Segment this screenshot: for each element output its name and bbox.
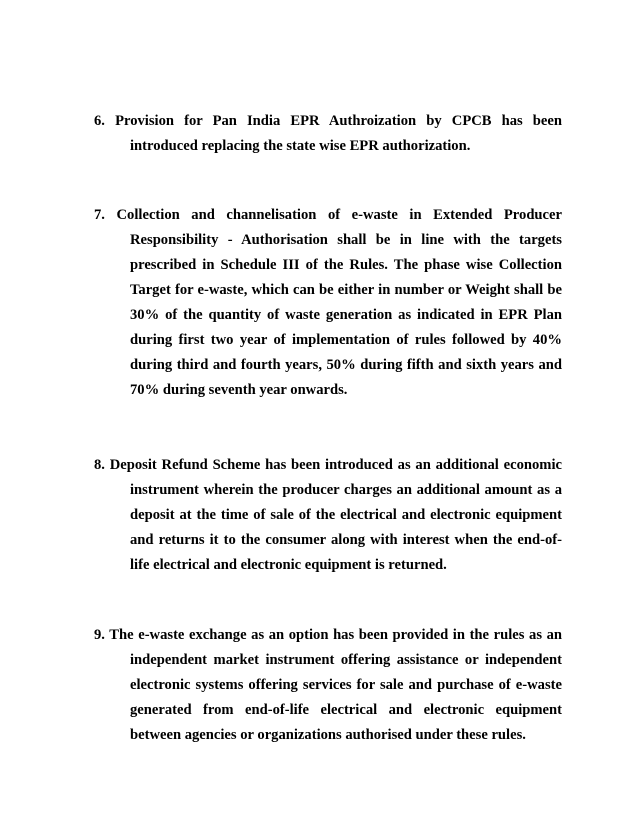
item-8-line-5: life electrical and electronic equipment is returned. bbox=[130, 557, 447, 573]
item-8-line-3: deposit at the time of sale of the electrical and electronic equipment bbox=[130, 507, 562, 523]
item-text: Collection and channelisation of e-waste in Extended Producer bbox=[116, 207, 562, 223]
item-number: 6. bbox=[94, 113, 105, 129]
item-9-line-3: electronic systems offering services for sale and purchase of e-waste bbox=[130, 677, 562, 693]
item-8-line-4: and returns it to the consumer along with interest when the end-of- bbox=[130, 532, 562, 548]
item-text: Deposit Refund Scheme has been introduced as an additional economic bbox=[109, 457, 562, 473]
item-number: 9. bbox=[94, 627, 105, 643]
item-6-line-1 bbox=[94, 109, 562, 134]
item-number: 7. bbox=[94, 207, 105, 223]
item-6-line-2: introduced replacing the state wise EPR authorization. bbox=[130, 138, 471, 154]
item-number: 8. bbox=[94, 457, 105, 473]
item-9-line-5: between agencies or organizations authorised under these rules. bbox=[130, 727, 526, 743]
item-7-line-7: during third and fourth years, 50% during fifth and sixth years and bbox=[130, 357, 562, 373]
item-text: Provision for Pan India EPR Authroization by CPCB has been bbox=[115, 113, 562, 129]
item-7-line-6: during first two year of implementation of rules followed by 40% bbox=[130, 332, 562, 348]
item-7-line-1 bbox=[94, 203, 562, 228]
item-9-line-4: generated from end-of-life electrical and electronic equipment bbox=[130, 702, 562, 718]
item-text: The e-waste exchange as an option has been provided in the rules as an bbox=[109, 627, 562, 643]
item-8-line-1 bbox=[94, 453, 562, 478]
item-7-line-4: Target for e-waste, which can be either in number or Weight shall be bbox=[130, 282, 562, 298]
item-9-line-2: independent market instrument offering assistance or independent bbox=[130, 652, 562, 668]
list-item-6 bbox=[94, 109, 562, 159]
item-7-line-3: prescribed in Schedule III of the Rules. The phase wise Collection bbox=[130, 257, 562, 273]
list-item-7 bbox=[94, 203, 562, 403]
item-7-line-5: 30% of the quantity of waste generation as indicated in EPR Plan bbox=[130, 307, 562, 323]
list-item-9 bbox=[94, 623, 562, 748]
item-7-line-2: Responsibility - Authorisation shall be in line with the targets bbox=[130, 232, 562, 248]
item-7-line-8: 70% during seventh year onwards. bbox=[130, 382, 348, 398]
item-8-line-2: instrument wherein the producer charges an additional amount as a bbox=[130, 482, 562, 498]
item-9-line-1 bbox=[94, 623, 562, 648]
list-item-8 bbox=[94, 453, 562, 578]
